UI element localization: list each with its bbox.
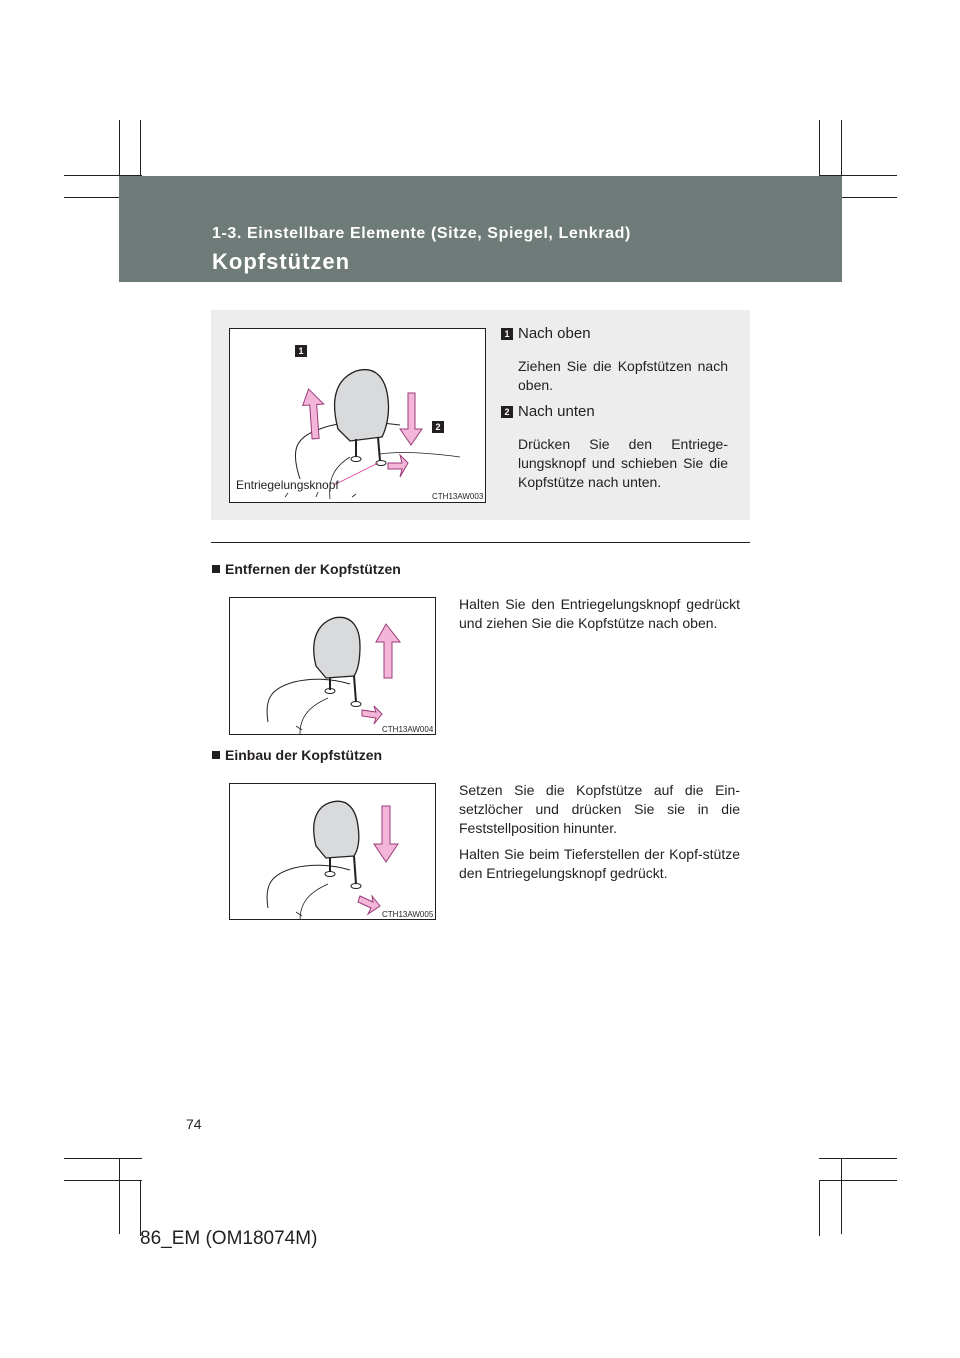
crop-mark bbox=[841, 1158, 842, 1234]
install-heading bbox=[212, 747, 382, 763]
figure-code: CTH13AW004 bbox=[382, 725, 434, 734]
section-divider bbox=[211, 542, 750, 543]
remove-heading-text: Entfernen der Kopfstützen bbox=[225, 561, 401, 577]
remove-heading bbox=[212, 561, 401, 577]
release-button-label: Entriegelungsknopf bbox=[236, 478, 339, 492]
page-title: Kopfstützen bbox=[212, 249, 351, 274]
step-text-up: Ziehen Sie die Kopfstützen nach oben. bbox=[518, 358, 728, 393]
figure-badge-1: 1 bbox=[295, 345, 307, 357]
figure-code: CTH13AW005 bbox=[382, 910, 434, 919]
crop-mark bbox=[819, 1158, 897, 1159]
crop-mark bbox=[819, 1180, 820, 1236]
figure-code: CTH13AW003 bbox=[432, 492, 484, 501]
headrest-adjust-illustration bbox=[230, 329, 486, 503]
crop-mark bbox=[819, 1180, 897, 1181]
document-code: 86_EM (OM18074M) bbox=[140, 1228, 318, 1249]
install-heading-text: Einbau der Kopfstützen bbox=[225, 747, 383, 763]
figure-badge-2: 2 bbox=[432, 421, 444, 433]
headrest-install-illustration bbox=[230, 784, 436, 920]
step-badge-2: 2 bbox=[501, 406, 513, 418]
bullet-square-icon bbox=[212, 565, 220, 573]
page-number: 74 bbox=[186, 1116, 202, 1132]
bullet-square-icon bbox=[212, 751, 220, 759]
headrest-remove-figure bbox=[229, 597, 436, 735]
headrest-adjust-figure bbox=[229, 328, 486, 503]
install-text-1: Setzen Sie die Kopfstütze auf die Ein-setzlöcher und drücken Sie sie in die Feststellposition hinunter. bbox=[459, 782, 740, 836]
install-text-2: Halten Sie beim Tieferstellen der Kopf-stütze den Entriegelungsknopf gedrückt. bbox=[459, 846, 740, 881]
step-heading-down: Nach unten bbox=[518, 403, 595, 420]
headrest-install-figure bbox=[229, 783, 436, 920]
step-heading-up: Nach oben bbox=[518, 325, 591, 342]
crop-mark bbox=[119, 1158, 120, 1234]
step-badge-1: 1 bbox=[501, 328, 513, 340]
remove-text: Halten Sie den Entriegelungsknopf gedrückt und ziehen Sie die Kopfstütze nach oben. bbox=[459, 596, 740, 631]
section-title: 1-3. Einstellbare Elemente (Sitze, Spiegel, Lenkrad) bbox=[212, 225, 631, 242]
step-text-down: Drücken Sie den Entriege-lungsknopf und schieben Sie die Kopfstütze nach unten. bbox=[518, 436, 728, 490]
crop-mark bbox=[64, 1180, 142, 1181]
crop-mark bbox=[64, 1158, 142, 1159]
headrest-remove-illustration bbox=[230, 598, 436, 735]
